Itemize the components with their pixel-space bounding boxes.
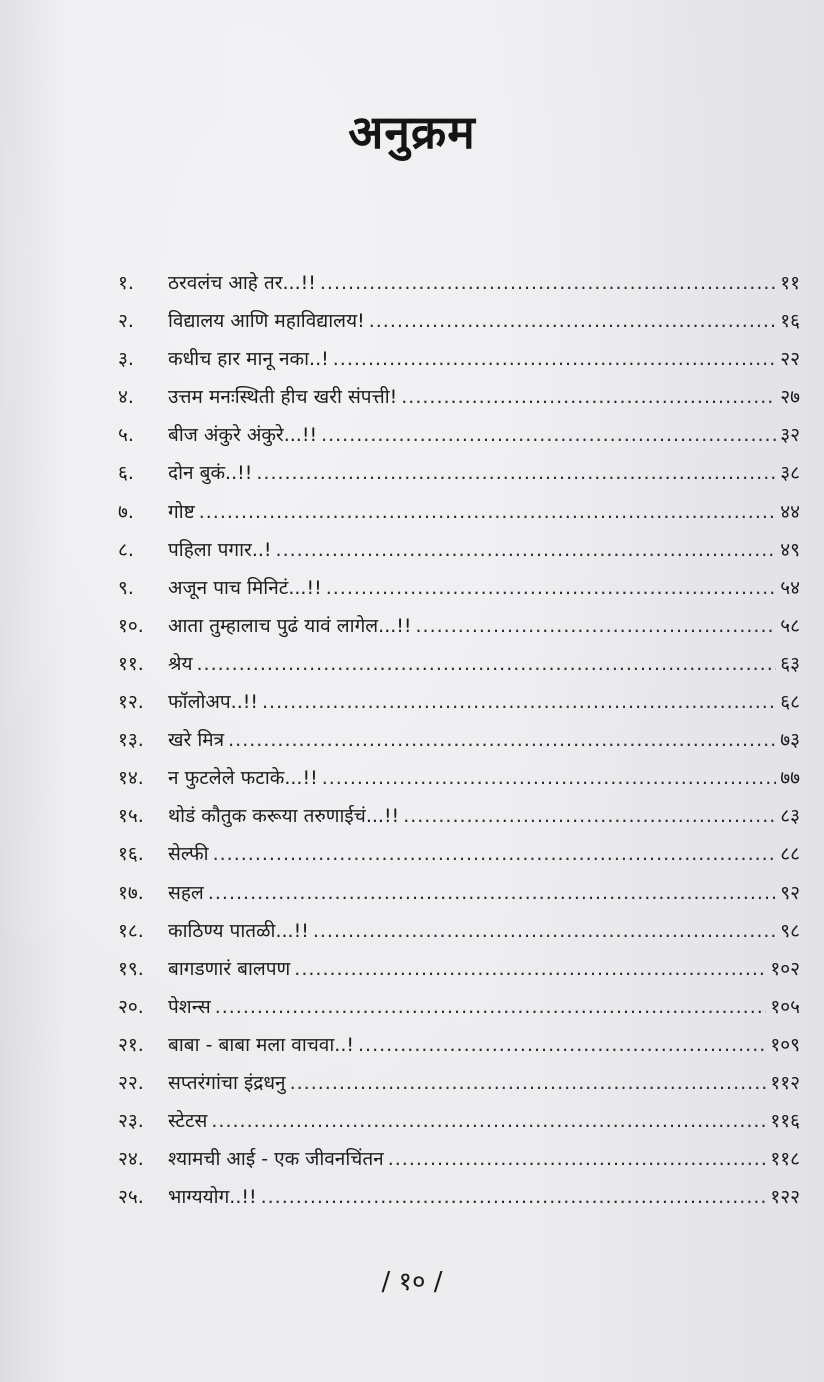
toc-entry-page: ८३ xyxy=(780,805,800,828)
toc-entry-page: ५८ xyxy=(780,614,800,637)
toc-entry xyxy=(118,1026,800,1064)
toc-entry-title: गोष्ट xyxy=(168,500,195,523)
toc-entry-title: भाग्ययोग..!! xyxy=(168,1186,257,1209)
page-title: अनुक्रम xyxy=(348,105,476,159)
toc-entry-number: २०. xyxy=(118,995,144,1018)
toc-entry xyxy=(118,950,800,988)
dot-leader xyxy=(290,1064,767,1102)
dot-leader xyxy=(211,1102,766,1140)
dot-leader xyxy=(196,645,776,683)
toc-entry xyxy=(118,759,800,797)
toc-entry-title: न फुटलेले फटाके...!! xyxy=(168,767,318,790)
toc-entry-number: २१. xyxy=(118,1033,144,1056)
toc-entry-title: ठरवलंच आहे तर...!! xyxy=(168,272,316,294)
toc-entry xyxy=(118,874,800,912)
toc-entry-page: ८८ xyxy=(780,843,800,866)
toc-entry-page: ६८ xyxy=(780,691,800,714)
toc-entry-title: सेल्फी xyxy=(168,843,209,866)
toc-entry-number: २४. xyxy=(118,1148,144,1171)
toc-entry xyxy=(118,531,800,569)
dot-leader xyxy=(320,264,776,302)
toc-entry xyxy=(118,569,800,607)
dot-leader xyxy=(326,569,777,607)
dot-leader xyxy=(369,302,777,340)
toc-entry-number: २५. xyxy=(118,1186,144,1209)
toc-entry-number: ९. xyxy=(118,576,134,599)
toc-entry-number: १६. xyxy=(118,843,144,866)
dot-leader xyxy=(321,416,776,454)
toc-entry-title: बाबा - बाबा मला वाचवा..! xyxy=(168,1033,354,1056)
toc-entry-number: १५. xyxy=(118,805,144,828)
toc-entry-number: १२. xyxy=(118,691,144,714)
toc-entry-title: स्टेटस xyxy=(168,1110,208,1133)
toc-entry-title: काठिण्य पातळी...!! xyxy=(168,919,309,942)
toc-entry-page: ११ xyxy=(780,272,800,294)
toc-entry-number: २. xyxy=(118,310,134,333)
table-of-contents xyxy=(118,264,800,1216)
dot-leader xyxy=(256,454,776,492)
toc-entry-title: पहिला पगार..! xyxy=(168,538,272,561)
toc-entry-number: ४. xyxy=(118,386,134,409)
toc-entry-number: १. xyxy=(118,272,134,294)
toc-entry-number: ६. xyxy=(118,462,134,485)
toc-entry-page: ११८ xyxy=(770,1148,800,1171)
toc-entry-page: ५४ xyxy=(780,576,800,599)
toc-entry xyxy=(118,683,800,721)
toc-entry xyxy=(118,416,800,454)
toc-entry xyxy=(118,797,800,835)
toc-entry xyxy=(118,1102,800,1140)
toc-entry-title: अजून पाच मिनिटं...!! xyxy=(168,576,322,599)
toc-entry xyxy=(118,302,800,340)
toc-entry-number: ७. xyxy=(118,500,134,523)
toc-entry xyxy=(118,1064,800,1102)
toc-entry-title: श्यामची आई - एक जीवनचिंतन xyxy=(168,1148,384,1171)
toc-entry xyxy=(118,264,800,302)
dot-leader xyxy=(333,340,776,378)
dot-leader xyxy=(276,531,777,569)
toc-entry xyxy=(118,835,800,873)
toc-entry xyxy=(118,988,800,1026)
dot-leader xyxy=(401,378,776,416)
toc-entry-page: १२२ xyxy=(770,1186,800,1209)
toc-entry-page: ३२ xyxy=(780,424,800,447)
page-number: / १० / xyxy=(381,1267,443,1297)
toc-entry-page: ९२ xyxy=(780,881,800,904)
dot-leader xyxy=(294,950,766,988)
toc-entry xyxy=(118,607,800,645)
toc-entry xyxy=(118,1140,800,1178)
toc-entry-title: थोडं कौतुक करूया तरुणाईचं...!! xyxy=(168,805,400,828)
toc-entry-number: ११. xyxy=(118,652,144,675)
toc-entry-number: १९. xyxy=(118,957,144,980)
toc-entry-title: दोन बुकं..!! xyxy=(168,462,253,485)
toc-entry-number: १०. xyxy=(118,614,144,637)
toc-entry-page: २७ xyxy=(780,386,800,409)
toc-entry-number: २३. xyxy=(118,1110,144,1133)
toc-entry-title: खरे मित्र xyxy=(168,729,225,752)
toc-entry-title: श्रेय xyxy=(168,652,193,675)
dot-leader xyxy=(388,1140,767,1178)
toc-entry-page: ११६ xyxy=(770,1110,800,1133)
toc-entry xyxy=(118,378,800,416)
dot-leader xyxy=(313,912,776,950)
toc-entry-page: ९८ xyxy=(780,919,800,942)
dot-leader xyxy=(228,721,776,759)
toc-entry xyxy=(118,340,800,378)
dot-leader xyxy=(358,1026,766,1064)
toc-entry xyxy=(118,721,800,759)
dot-leader xyxy=(199,493,777,531)
dot-leader xyxy=(215,988,767,1026)
dot-leader xyxy=(322,759,777,797)
toc-entry-page: ११२ xyxy=(770,1071,800,1094)
toc-entry-title: बागडणारं बालपण xyxy=(168,957,291,980)
toc-entry-number: ५. xyxy=(118,424,134,447)
toc-entry-title: सहल xyxy=(168,881,204,904)
toc-entry-title: फॉलोअप..!! xyxy=(168,691,258,714)
toc-entry-page: ६३ xyxy=(780,652,800,675)
toc-entry-title: पेशन्स xyxy=(168,995,211,1018)
toc-entry-number: १३. xyxy=(118,729,144,752)
toc-entry-page: ४९ xyxy=(780,538,800,561)
toc-entry xyxy=(118,645,800,683)
toc-entry-page: १०९ xyxy=(770,1033,800,1056)
toc-entry xyxy=(118,1178,800,1216)
toc-entry-number: ३. xyxy=(118,348,134,371)
toc-entry-page: ४४ xyxy=(780,500,800,523)
dot-leader xyxy=(416,607,777,645)
toc-entry xyxy=(118,493,800,531)
dot-leader xyxy=(213,835,777,873)
toc-entry-page: १०५ xyxy=(770,995,800,1018)
toc-entry-page: २२ xyxy=(780,348,800,371)
toc-entry xyxy=(118,912,800,950)
toc-entry-title: आता तुम्हालाच पुढं यावं लागेल...!! xyxy=(168,614,412,637)
dot-leader xyxy=(261,1178,767,1216)
toc-entry-page: १६ xyxy=(780,310,800,333)
dot-leader xyxy=(262,683,776,721)
toc-entry-title: विद्यालय आणि महाविद्यालय! xyxy=(168,310,365,333)
toc-entry-title: सप्तरंगांचा इंद्रधनु xyxy=(168,1071,286,1094)
toc-entry-number: १८. xyxy=(118,919,144,942)
toc-entry-page: ७७ xyxy=(780,767,800,790)
toc-entry-title: बीज अंकुरे अंकुरे...!! xyxy=(168,424,318,447)
toc-entry xyxy=(118,454,800,492)
dot-leader xyxy=(208,874,776,912)
toc-entry-title: उत्तम मनःस्थिती हीच खरी संपत्ती! xyxy=(168,386,398,409)
toc-entry-title: कधीच हार मानू नका..! xyxy=(168,348,329,371)
toc-entry-page: ७३ xyxy=(780,729,800,752)
dot-leader xyxy=(403,797,776,835)
toc-entry-number: १७. xyxy=(118,881,144,904)
toc-entry-number: २२. xyxy=(118,1071,144,1094)
toc-entry-page: ३८ xyxy=(780,462,800,485)
toc-entry-number: ८. xyxy=(118,538,134,561)
toc-entry-number: १४. xyxy=(118,767,144,790)
toc-entry-page: १०२ xyxy=(770,957,800,980)
